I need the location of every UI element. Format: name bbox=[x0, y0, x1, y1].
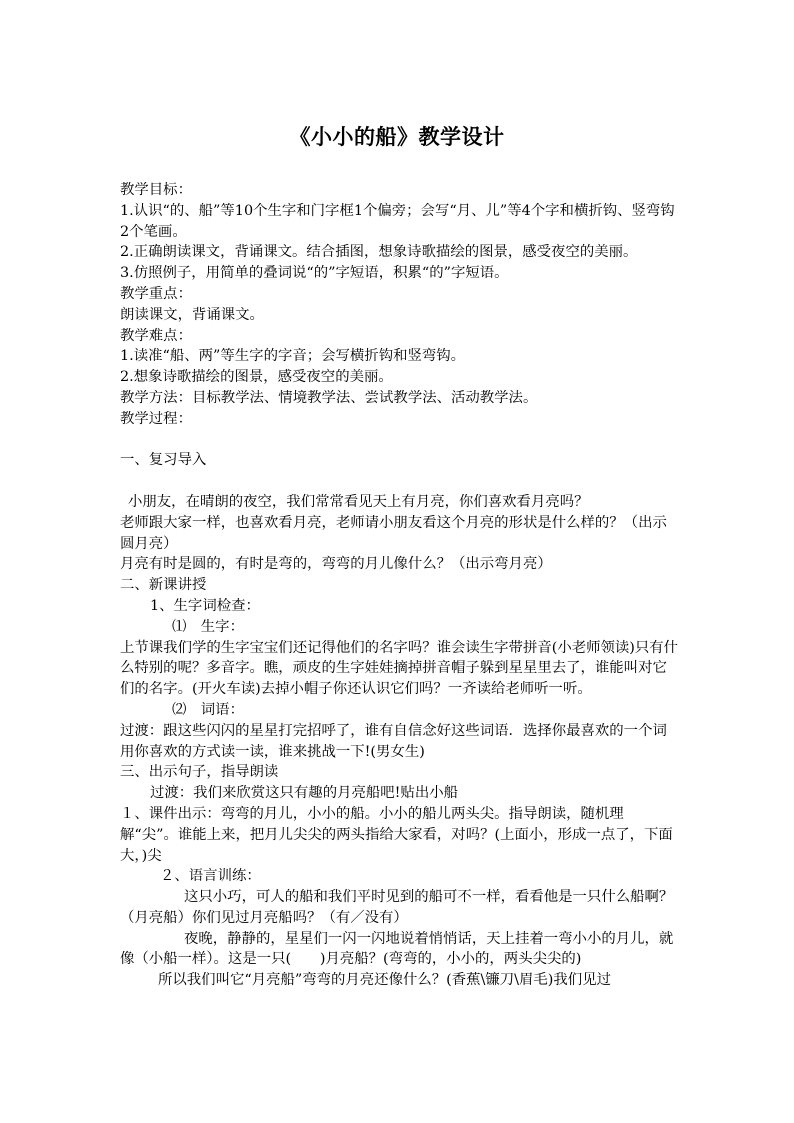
objective-item-1: 1.认识“的、船”等10个生字和门字框1个偏旁；会写“月、儿”等4个字和横折钩、竖弯钩2个笔画。 bbox=[120, 202, 675, 240]
paragraph-moon-boat: 这只小巧，可人的船和我们平时见到的船可不一样，看看他是一只什么船啊？（月亮船）你们见过月亮船吗？（有／没有） bbox=[120, 889, 674, 926]
subheading-words: ⑵ 词语： bbox=[172, 701, 244, 718]
subheading-language-training: ２、语言训练： bbox=[160, 868, 261, 885]
paragraph-courseware: １、课件出示：弯弯的月儿，小小的船。小小的船儿两头尖。指导朗读，随机理解“尖”。谁能上来，把月儿尖尖的两头指给大家看，对吗？(上面小，形成一点了，下面大，)尖 bbox=[120, 805, 673, 864]
document-body bbox=[120, 180, 680, 991]
subheading-vocab-check: 1、生字词检查： bbox=[150, 597, 260, 614]
section-label-objectives: 教学目标： bbox=[120, 182, 192, 198]
heading-new-lesson: 二、新课讲授 bbox=[120, 577, 207, 594]
paragraph-intro: 小朋友，在晴朗的夜空，我们常常看见天上有月亮，你们喜欢看月亮吗？ bbox=[128, 493, 589, 510]
paragraph-moon-like: 所以我们叫它“月亮船”弯弯的月亮还像什么？(香蕉\镰刀\眉毛)我们见过 bbox=[158, 972, 611, 989]
key-point-text: 朗读课文，背诵课文。 bbox=[120, 306, 264, 323]
paragraph-characters: 上节课我们学的生字宝宝们还记得他们的名字吗？谁会读生字带拼音(小老师领读)只有什么特别的呢？多音字。瞧，顽皮的生字娃娃摘掉拼音帽子躲到星星里去了，谁能叫对它们的名字。(开火车读)去掉小帽子你还认识它们吗？一齐读给老师听一听。 bbox=[120, 639, 679, 698]
blank-line bbox=[120, 430, 680, 451]
heading-review: 一、复习导入 bbox=[120, 452, 207, 469]
heading-sentences: 三、出示句子，指导朗读 bbox=[120, 764, 279, 781]
section-label-process: 教学过程： bbox=[120, 410, 192, 427]
paragraph-words: 过渡：跟这些闪闪的星星打完招呼了，谁有自信念好这些词语．选择你最喜欢的一个词用你喜欢的方式读一读，谁来挑战一下!(男女生) bbox=[120, 722, 667, 760]
objective-item-3: 3.仿照例子，用简单的叠词说“的”字短语，积累“的”字短语。 bbox=[120, 265, 509, 282]
difficulty-item-1: 1.读准“船、两”等生字的字音；会写横折钩和竖弯钩。 bbox=[120, 348, 466, 365]
paragraph-night: 夜晚，静静的，星星们一闪一闪地说着悄悄话，天上挂着一弯小小的月儿，就像（小船一样）。这是一只( )月亮船？(弯弯的，小小的，两头尖尖的) bbox=[120, 930, 674, 968]
teaching-methods: 教学方法：目标教学法、情境教学法、尝试教学法、活动教学法。 bbox=[120, 389, 538, 406]
paragraph-moon-shape: 老师跟大家一样，也喜欢看月亮，老师请小朋友看这个月亮的形状是什么样的？（出示圆月亮） bbox=[120, 514, 667, 552]
subheading-characters: ⑴ 生字： bbox=[172, 618, 244, 635]
paragraph-moon-curve: 月亮有时是圆的，有时是弯的，弯弯的月儿像什么？（出示弯月亮） bbox=[120, 556, 552, 573]
paragraph-transition: 过渡：我们来欣赏这只有趣的月亮船吧!贴出小船 bbox=[150, 785, 458, 802]
blank-line bbox=[120, 471, 680, 492]
objective-item-2: 2.正确朗读课文，背诵课文。结合插图，想象诗歌描绘的图景，感受夜空的美丽。 bbox=[120, 244, 638, 261]
document-title: 《小小的船》教学设计 bbox=[289, 124, 505, 149]
difficulty-item-2: 2.想象诗歌描绘的图景，感受夜空的美丽。 bbox=[120, 369, 393, 386]
section-label-key-points: 教学重点： bbox=[120, 285, 192, 302]
section-label-difficulties: 教学难点： bbox=[120, 327, 192, 344]
